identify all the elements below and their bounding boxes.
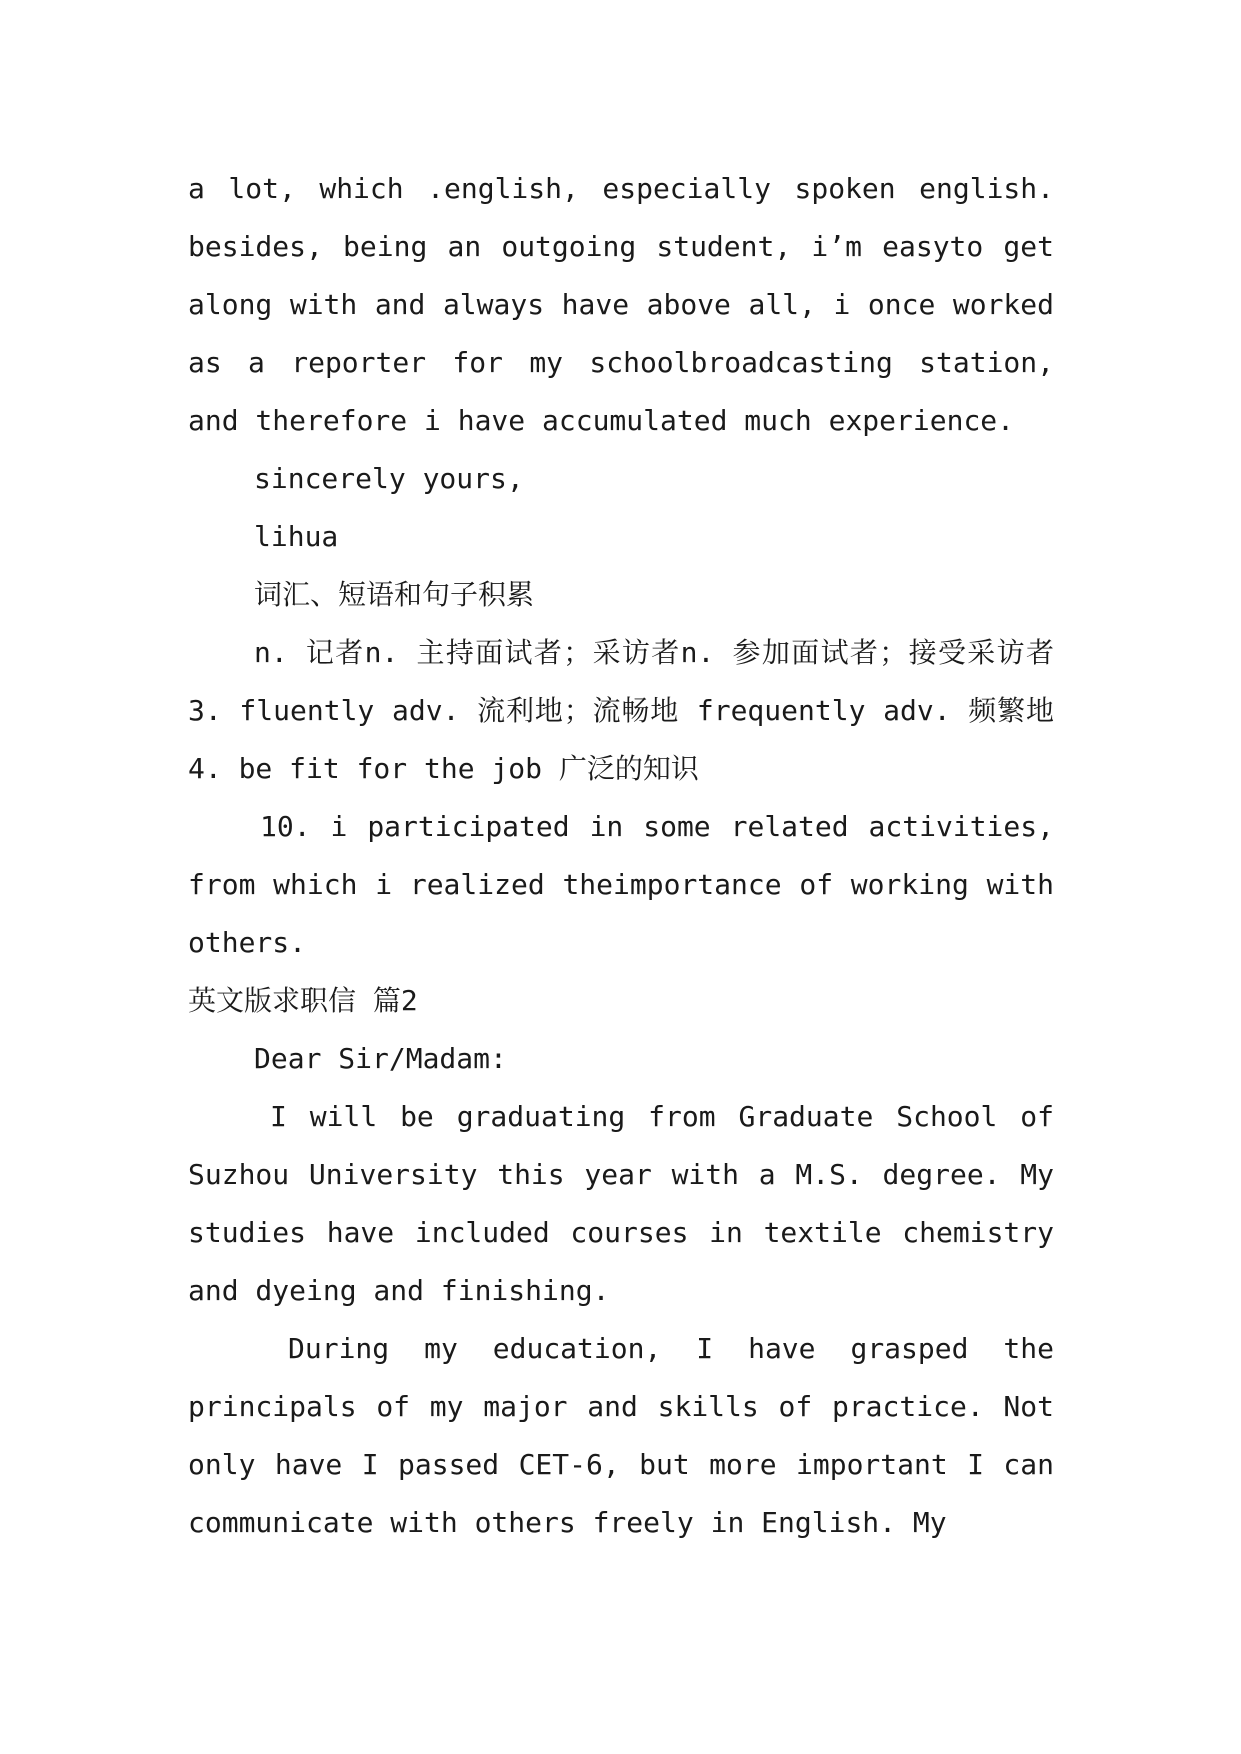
paragraph-graduation: I will be graduating from Graduate School of Suzhou University this year with a M.S. degree. My studies have included courses in textile chemistry and dyeing and finishing.: [188, 1100, 1054, 1307]
signature: lihua: [254, 520, 339, 553]
sentence-ten: 10. i participated in some related activities, from which i realized theimportance of working with others.: [188, 810, 1054, 959]
salutation: Dear Sir/Madam:: [254, 1042, 507, 1075]
section-title: 英文版求职信 篇2: [188, 984, 418, 1017]
vocab-list: n. 记者n. 主持面试者；采访者n. 参加面试者；接受采访者 3. fluently adv. 流利地；流畅地 frequently adv. 频繁地 4. be fit for the job 广泛的知识: [188, 636, 1054, 785]
closing-line: sincerely yours,: [254, 462, 524, 495]
paragraph-experience: a lot, which .english, especially spoken english. besides, being an outgoing student, i’m easyto get along with and always have above all, i once worked as a reporter for my schoolbroadcasting station, and therefore i have accumulated much experience.: [188, 172, 1054, 437]
vocab-heading: 词汇、短语和句子积累: [254, 578, 535, 611]
paragraph-education: During my education, I have grasped the principals of my major and skills of practice. Not only have I passed CET-6, but more important I can communicate with others freely in English. My: [188, 1332, 1054, 1539]
document-page: [188, 160, 1054, 1552]
